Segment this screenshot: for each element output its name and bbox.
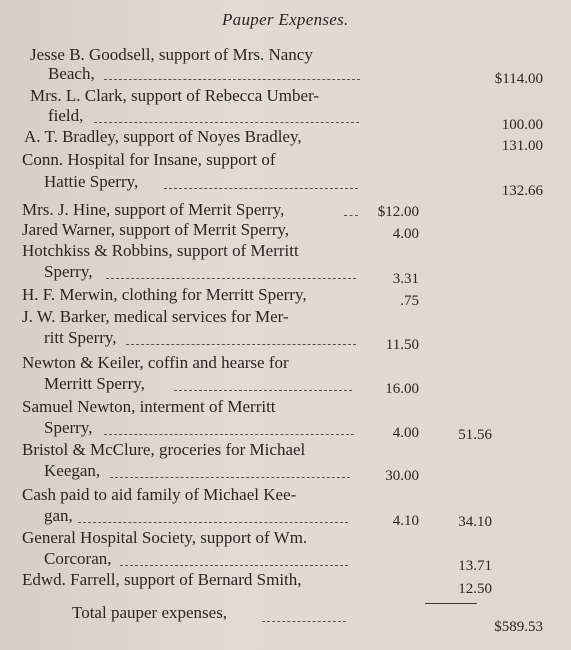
amount: 4.10 bbox=[392, 513, 419, 529]
dot-leader bbox=[78, 522, 348, 523]
entry-line: Cash paid to aid family of Michael Kee- bbox=[22, 485, 297, 504]
amount: 131.00 bbox=[501, 138, 543, 154]
entry-line: Jared Warner, support of Merrit Sperry, bbox=[22, 220, 290, 239]
dot-leader bbox=[262, 621, 346, 622]
entry-line: Hattie Sperry, bbox=[44, 172, 139, 191]
dot-leader bbox=[104, 79, 360, 80]
amount: 30.00 bbox=[385, 468, 419, 484]
entry-line: A. T. Bradley, support of Noyes Bradley, bbox=[24, 127, 302, 146]
subtotal-amount: 51.56 bbox=[458, 427, 492, 443]
amount: 4.00 bbox=[392, 425, 419, 441]
amount: 12.50 bbox=[458, 581, 492, 597]
total-amount: $589.53 bbox=[494, 619, 543, 635]
entry-line: J. W. Barker, medical services for Mer- bbox=[22, 307, 289, 326]
dot-leader bbox=[106, 278, 356, 279]
entry-line: ritt Sperry, bbox=[44, 328, 117, 347]
amount: 3.31 bbox=[392, 271, 419, 287]
subtotal-amount: 34.10 bbox=[458, 514, 492, 530]
entry-line: Hotchkiss & Robbins, support of Merritt bbox=[22, 241, 299, 260]
amount: 100.00 bbox=[501, 117, 543, 133]
entry-line: General Hospital Society, support of Wm. bbox=[22, 528, 308, 547]
amount: 4.00 bbox=[392, 226, 419, 242]
entry-line: Sperry, bbox=[44, 262, 93, 281]
total-rule bbox=[425, 603, 477, 604]
entry-line: Edwd. Farrell, support of Bernard Smith, bbox=[22, 570, 302, 589]
dot-leader bbox=[344, 215, 358, 216]
entry-line: Jesse B. Goodsell, support of Mrs. Nancy bbox=[30, 45, 313, 64]
amount: 11.50 bbox=[385, 337, 419, 353]
amount: .75 bbox=[400, 293, 419, 309]
dot-leader bbox=[126, 344, 356, 345]
entry-line: Sperry, bbox=[44, 418, 93, 437]
total-label: Total pauper expenses, bbox=[72, 603, 228, 622]
dot-leader bbox=[174, 390, 352, 391]
entry-line: Keegan, bbox=[44, 461, 101, 480]
entry-line: Samuel Newton, interment of Merritt bbox=[22, 397, 276, 416]
dot-leader bbox=[94, 122, 359, 123]
entry-line: field, bbox=[48, 106, 84, 125]
section-title: Pauper Expenses. bbox=[222, 10, 349, 29]
amount: $114.00 bbox=[494, 71, 543, 87]
amount: 13.71 bbox=[458, 558, 492, 574]
dot-leader bbox=[110, 477, 350, 478]
entry-line: Mrs. J. Hine, support of Merrit Sperry, bbox=[22, 200, 285, 219]
entry-line: Newton & Keiler, coffin and hearse for bbox=[22, 353, 289, 372]
dot-leader bbox=[164, 188, 358, 189]
entry-line: Mrs. L. Clark, support of Rebecca Umber- bbox=[30, 86, 320, 105]
entry-line: H. F. Merwin, clothing for Merritt Sperry, bbox=[22, 285, 307, 304]
entry-line: gan, bbox=[44, 506, 73, 525]
amount: 16.00 bbox=[385, 381, 419, 397]
dot-leader bbox=[104, 434, 354, 435]
dot-leader bbox=[120, 565, 348, 566]
entry-line: Merritt Sperry, bbox=[44, 374, 145, 393]
entry-line: Bristol & McClure, groceries for Michael bbox=[22, 440, 306, 459]
amount: 132.66 bbox=[501, 183, 543, 199]
entry-line: Beach, bbox=[48, 64, 95, 83]
amount: $12.00 bbox=[377, 204, 419, 220]
entry-line: Conn. Hospital for Insane, support of bbox=[22, 150, 276, 169]
entry-line: Corcoran, bbox=[44, 549, 112, 568]
